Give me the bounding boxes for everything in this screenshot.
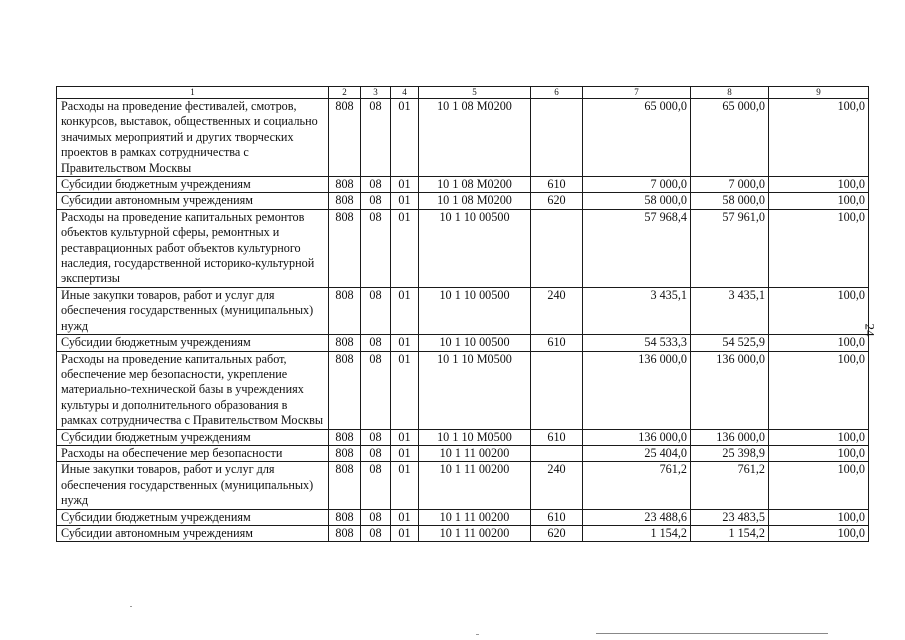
table-row (57, 525, 869, 541)
table-row (57, 287, 869, 334)
target-article-code: 10 1 11 00200 (419, 462, 531, 509)
executed-amount: 57 961,0 (691, 209, 769, 287)
table-row (57, 509, 869, 525)
executed-amount: 761,2 (691, 462, 769, 509)
ministry-code: 808 (329, 351, 361, 429)
target-article-code: 10 1 11 00200 (419, 509, 531, 525)
scan-artifact-dot (476, 634, 479, 635)
expense-name: Субсидии бюджетным учреждениям (57, 335, 329, 351)
section-code: 08 (361, 509, 391, 525)
ministry-code: 808 (329, 209, 361, 287)
section-code: 08 (361, 99, 391, 177)
table-row (57, 351, 869, 429)
ministry-code: 808 (329, 335, 361, 351)
section-code: 08 (361, 445, 391, 461)
execution-percent: 100,0 (769, 445, 869, 461)
subsection-code: 01 (391, 287, 419, 334)
expense-type-code: 620 (531, 193, 583, 209)
scan-artifact-dot (130, 606, 132, 607)
expense-name: Иные закупки товаров, работ и услуг для обеспечения государственных (муниципальных) нужд (57, 462, 329, 509)
subsection-code: 01 (391, 429, 419, 445)
target-article-code: 10 1 08 М0200 (419, 177, 531, 193)
section-code: 08 (361, 209, 391, 287)
section-code: 08 (361, 335, 391, 351)
execution-percent: 100,0 (769, 509, 869, 525)
column-number: 1 (57, 87, 329, 99)
executed-amount: 3 435,1 (691, 287, 769, 334)
target-article-code: 10 1 08 М0200 (419, 193, 531, 209)
target-article-code: 10 1 11 00200 (419, 445, 531, 461)
section-code: 08 (361, 193, 391, 209)
expense-name: Субсидии автономным учреждениям (57, 193, 329, 209)
execution-percent: 100,0 (769, 193, 869, 209)
expense-type-code: 610 (531, 429, 583, 445)
executed-amount: 65 000,0 (691, 99, 769, 177)
subsection-code: 01 (391, 209, 419, 287)
ministry-code: 808 (329, 429, 361, 445)
executed-amount: 1 154,2 (691, 525, 769, 541)
section-code: 08 (361, 429, 391, 445)
target-article-code: 10 1 10 00500 (419, 287, 531, 334)
target-article-code: 10 1 11 00200 (419, 525, 531, 541)
target-article-code: 10 1 08 М0200 (419, 99, 531, 177)
execution-percent: 100,0 (769, 177, 869, 193)
budget-table (56, 86, 869, 542)
executed-amount: 136 000,0 (691, 351, 769, 429)
execution-percent: 100,0 (769, 462, 869, 509)
planned-amount: 57 968,4 (583, 209, 691, 287)
expense-type-code: 610 (531, 509, 583, 525)
expense-name: Субсидии бюджетным учреждениям (57, 177, 329, 193)
column-number: 4 (391, 87, 419, 99)
execution-percent: 100,0 (769, 429, 869, 445)
expense-name: Расходы на обеспечение мер безопасности (57, 445, 329, 461)
ministry-code: 808 (329, 445, 361, 461)
table-row (57, 209, 869, 287)
execution-percent: 100,0 (769, 209, 869, 287)
planned-amount: 23 488,6 (583, 509, 691, 525)
execution-percent: 100,0 (769, 351, 869, 429)
ministry-code: 808 (329, 509, 361, 525)
execution-percent: 100,0 (769, 335, 869, 351)
executed-amount: 136 000,0 (691, 429, 769, 445)
ministry-code: 808 (329, 193, 361, 209)
column-number: 6 (531, 87, 583, 99)
subsection-code: 01 (391, 351, 419, 429)
column-number: 5 (419, 87, 531, 99)
execution-percent: 100,0 (769, 99, 869, 177)
planned-amount: 1 154,2 (583, 525, 691, 541)
table-row (57, 177, 869, 193)
target-article-code: 10 1 10 00500 (419, 209, 531, 287)
expense-type-code (531, 99, 583, 177)
ministry-code: 808 (329, 287, 361, 334)
planned-amount: 7 000,0 (583, 177, 691, 193)
subsection-code: 01 (391, 335, 419, 351)
planned-amount: 54 533,3 (583, 335, 691, 351)
target-article-code: 10 1 10 М0500 (419, 429, 531, 445)
expense-name: Расходы на проведение капитальных работ, обеспечение мер безопасности, укрепление материально-технической базы в учреждениях культуры и дополнительного образования в рамках сотрудничества с Правительством Москвы (57, 351, 329, 429)
subsection-code: 01 (391, 177, 419, 193)
expense-type-code (531, 209, 583, 287)
column-number: 9 (769, 87, 869, 99)
section-code: 08 (361, 525, 391, 541)
table-row (57, 99, 869, 177)
expense-name: Расходы на проведение фестивалей, смотров, конкурсов, выставок, общественных и социально значимых мероприятий и других творческих проектов в рамках сотрудничества с Правительством Москвы (57, 99, 329, 177)
expense-name: Иные закупки товаров, работ и услуг для обеспечения государственных (муниципальных) нужд (57, 287, 329, 334)
ministry-code: 808 (329, 99, 361, 177)
section-code: 08 (361, 462, 391, 509)
expense-type-code: 620 (531, 525, 583, 541)
executed-amount: 23 483,5 (691, 509, 769, 525)
expense-name: Субсидии бюджетным учреждениям (57, 429, 329, 445)
section-code: 08 (361, 351, 391, 429)
subsection-code: 01 (391, 525, 419, 541)
planned-amount: 3 435,1 (583, 287, 691, 334)
planned-amount: 25 404,0 (583, 445, 691, 461)
planned-amount: 136 000,0 (583, 351, 691, 429)
expense-name: Субсидии бюджетным учреждениям (57, 509, 329, 525)
planned-amount: 761,2 (583, 462, 691, 509)
target-article-code: 10 1 10 00500 (419, 335, 531, 351)
executed-amount: 25 398,9 (691, 445, 769, 461)
table-row (57, 335, 869, 351)
expense-name: Расходы на проведение капитальных ремонтов объектов культурной сферы, ремонтных и реставрационных работ объектов культурного наследия, государственной историко-культурной экспертизы (57, 209, 329, 287)
column-number: 3 (361, 87, 391, 99)
column-number: 7 (583, 87, 691, 99)
ministry-code: 808 (329, 525, 361, 541)
executed-amount: 58 000,0 (691, 193, 769, 209)
ministry-code: 808 (329, 462, 361, 509)
expense-type-code: 240 (531, 462, 583, 509)
table-row (57, 429, 869, 445)
expense-type-code (531, 351, 583, 429)
subsection-code: 01 (391, 445, 419, 461)
expense-name: Субсидии автономным учреждениям (57, 525, 329, 541)
table-header-row (57, 87, 869, 99)
section-code: 08 (361, 287, 391, 334)
scan-artifact-line (596, 633, 828, 634)
table-row (57, 445, 869, 461)
expense-type-code: 610 (531, 335, 583, 351)
ministry-code: 808 (329, 177, 361, 193)
table-row (57, 193, 869, 209)
planned-amount: 65 000,0 (583, 99, 691, 177)
table-row (57, 462, 869, 509)
column-number: 2 (329, 87, 361, 99)
expense-type-code: 610 (531, 177, 583, 193)
target-article-code: 10 1 10 М0500 (419, 351, 531, 429)
subsection-code: 01 (391, 99, 419, 177)
execution-percent: 100,0 (769, 525, 869, 541)
section-code: 08 (361, 177, 391, 193)
column-number: 8 (691, 87, 769, 99)
subsection-code: 01 (391, 462, 419, 509)
expense-type-code: 240 (531, 287, 583, 334)
subsection-code: 01 (391, 193, 419, 209)
subsection-code: 01 (391, 509, 419, 525)
page-number: 24 (862, 323, 878, 337)
expense-type-code (531, 445, 583, 461)
execution-percent: 100,0 (769, 287, 869, 334)
executed-amount: 54 525,9 (691, 335, 769, 351)
planned-amount: 136 000,0 (583, 429, 691, 445)
executed-amount: 7 000,0 (691, 177, 769, 193)
planned-amount: 58 000,0 (583, 193, 691, 209)
